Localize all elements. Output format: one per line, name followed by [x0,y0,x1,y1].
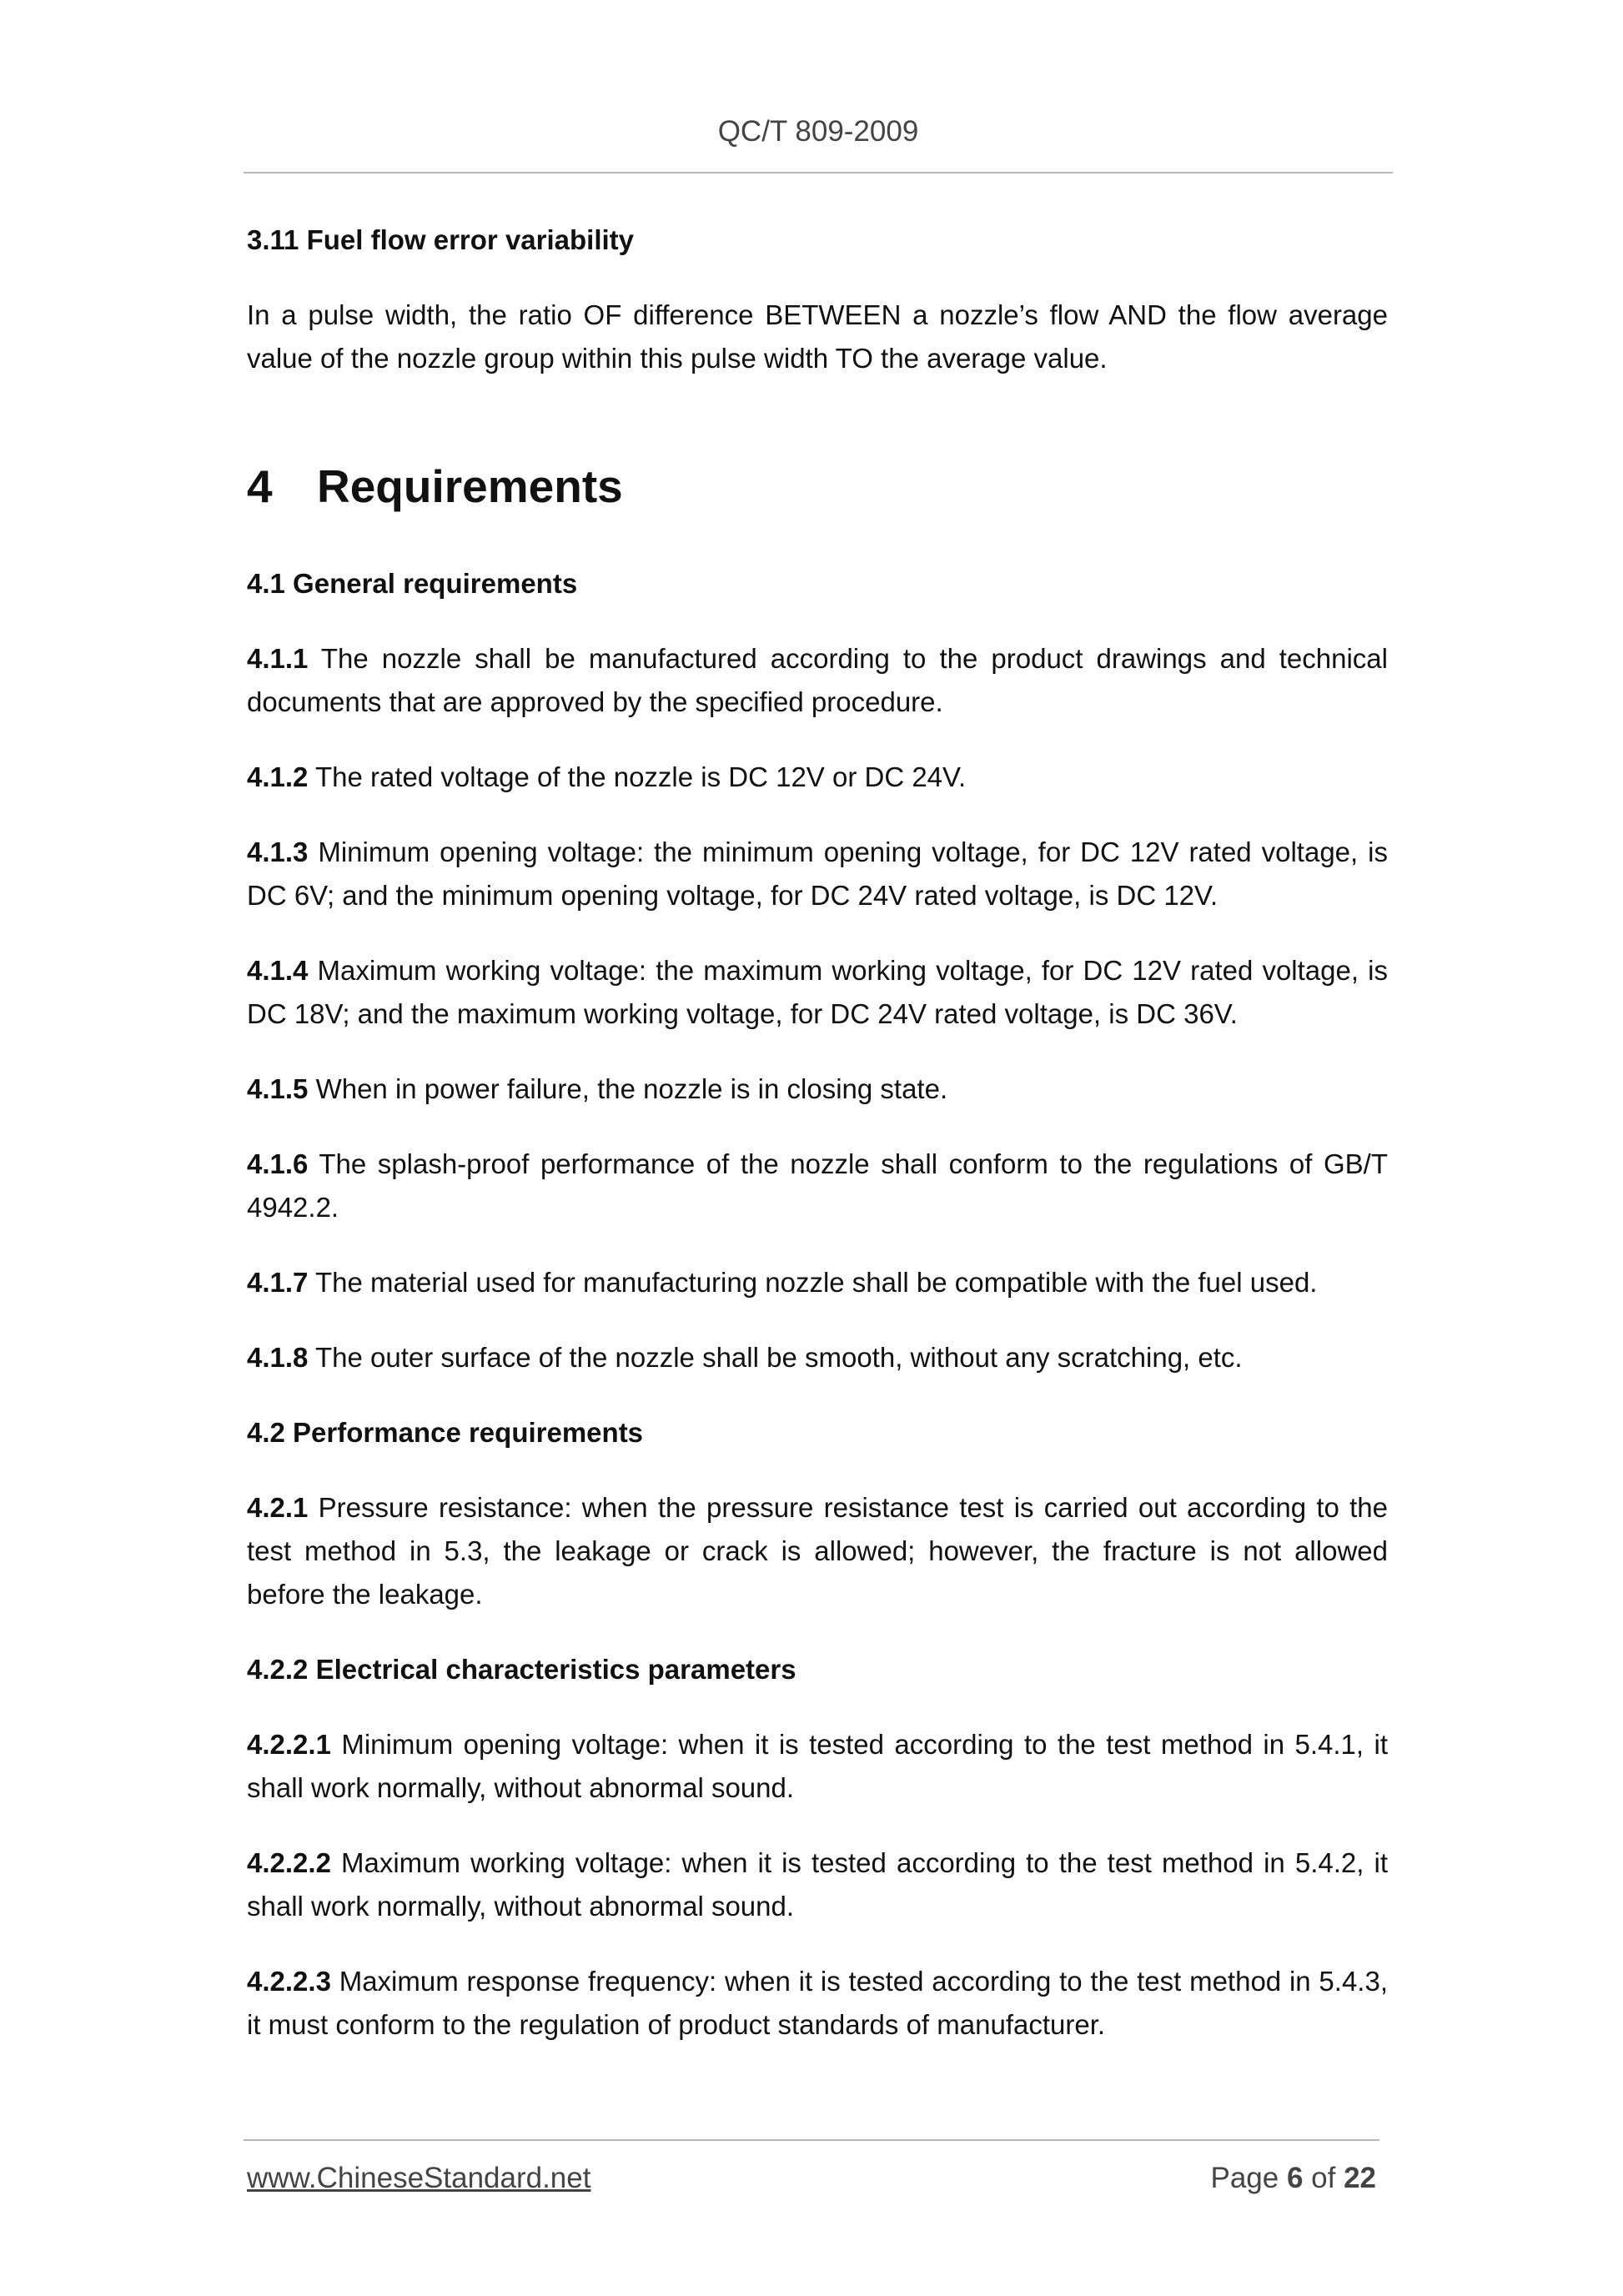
clause-4-1-7 [247,1261,1388,1304]
clause-text: Maximum working voltage: the maximum working voltage, for DC 12V rated voltage, is DC 18V; and the maximum working voltage, for DC 24V rated voltage, is DC 36V. [247,955,1388,1029]
clause-4-1-3 [247,831,1388,917]
clause-number: 4.1.3 [247,837,309,867]
of-word: of [1303,2162,1344,2194]
page-word: Page [1210,2162,1287,2194]
clause-4-1-1 [247,637,1388,724]
current-page-number: 6 [1286,2162,1304,2194]
clause-text: Minimum opening voltage: the minimum opening voltage, for DC 12V rated voltage, is DC 6V; and the minimum opening voltage, for DC 24V rated voltage, is DC 12V. [247,837,1388,911]
clause-4-2-2-1 [247,1723,1388,1810]
clause-3-11-text: In a pulse width, the ratio OF difference BETWEEN a nozzle’s flow AND the flow average value of the nozzle group within this pulse width TO the average value. [247,299,1388,374]
clause-4-1-2 [247,756,1388,799]
clause-4-2-heading: 4.2 Performance requirements [247,1417,644,1448]
clause-number: 4.1.8 [247,1342,309,1373]
clause-number: 4.1.7 [247,1267,309,1298]
clause-text: The outer surface of the nozzle shall be smooth, without any scratching, etc. [308,1342,1243,1373]
clause-text: Minimum opening voltage: when it is tested according to the test method in 5.4.1, it shall work normally, without abnormal sound. [247,1729,1388,1803]
clause-number: 4.2.2.1 [247,1729,331,1760]
page-indicator [1210,2162,1376,2195]
section-4-heading [247,457,1388,515]
clause-text: The rated voltage of the nozzle is DC 12V or DC 24V. [308,761,967,792]
document-body [247,219,1388,2078]
clause-number: 4.2.1 [247,1492,309,1523]
clause-text: Maximum working voltage: when it is tested according to the test method in 5.4.2, it shall work normally, without abnormal sound. [247,1847,1388,1922]
clause-text: When in power failure, the nozzle is in closing state. [308,1073,948,1104]
website-link[interactable]: www.ChineseStandard.net [247,2162,591,2194]
clause-3-11-heading: 3.11 Fuel flow error variability [247,224,635,255]
clause-4-2-2-heading: 4.2.2 Electrical characteristics parameters [247,1654,796,1685]
clause-number: 4.1.4 [247,955,309,986]
clause-number: 4.1.2 [247,761,309,792]
clause-number: 4.1.5 [247,1073,309,1104]
clause-number: 4.2.2.2 [247,1847,331,1878]
clause-text: Pressure resistance: when the pressure resistance test is carried out according to the test method in 5.3, the leakage or crack is allowed; however, the fracture is not allowed before the leakage. [247,1492,1388,1610]
section-number: 4 [247,460,273,512]
document-code-header: QC/T 809-2009 [717,115,919,148]
clause-4-2-1 [247,1486,1388,1616]
clause-text: Maximum response frequency: when it is tested according to the test method in 5.4.3, it must conform to the regulation of product standards of manufacturer. [247,1966,1388,2040]
clause-4-1-4 [247,949,1388,1036]
clause-number: 4.1.1 [247,643,309,674]
clause-4-2-2-3 [247,1960,1388,2047]
total-pages-number: 22 [1344,2162,1376,2194]
footer-divider [244,2139,1379,2141]
header-divider [244,172,1393,173]
clause-text: The splash-proof performance of the nozzle shall conform to the regulations of GB/T 4942.2. [247,1148,1388,1223]
clause-number: 4.1.6 [247,1148,309,1179]
clause-4-1-5 [247,1068,1388,1111]
clause-4-1-6 [247,1143,1388,1229]
clause-4-2-2-2 [247,1841,1388,1928]
clause-text: The material used for manufacturing nozzle shall be compatible with the fuel used. [308,1267,1318,1298]
clause-4-1-heading: 4.1 General requirements [247,568,578,599]
clause-4-1-8 [247,1336,1388,1379]
clause-number: 4.2.2.3 [247,1966,331,1997]
clause-text: The nozzle shall be manufactured according to the product drawings and technical documents that are approved by the specified procedure. [247,643,1388,717]
section-title: Requirements [317,460,623,512]
